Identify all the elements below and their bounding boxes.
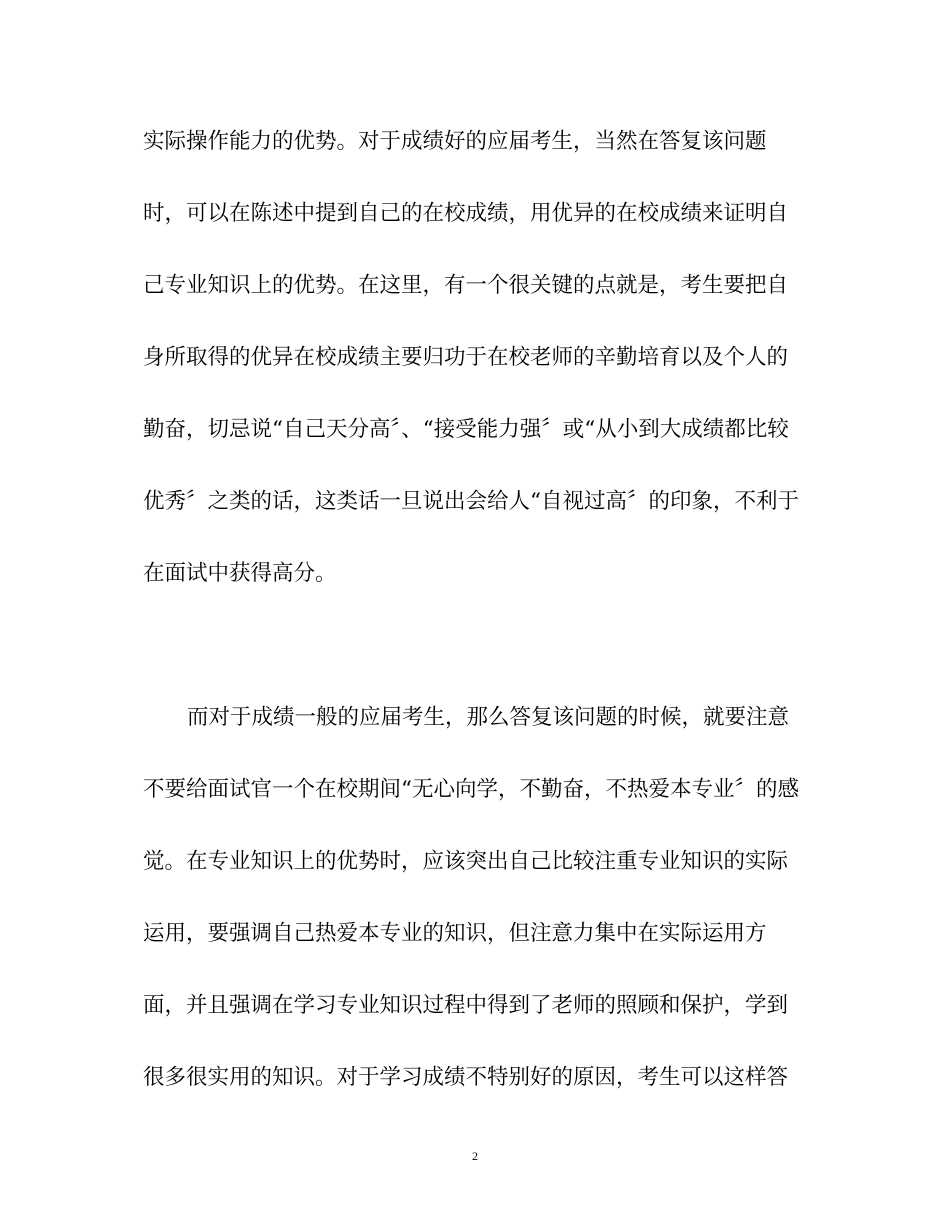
page-number: 2 [472,1149,478,1163]
paragraph-2-line-2: 不要给面试官一个在校期间“无心向学，不勤奋，不热爱本专业〞的感 [143,777,799,802]
paragraph-2-line-6: 很多很实用的知识。对于学习成绩不特别好的原因，考生可以这样答 [143,1065,789,1090]
paragraph-1-line-5: 勤奋，切忌说“自己天分高〞、“接受能力强〞或“从小到大成绩都比较 [143,417,789,442]
paragraph-1-line-3: 己专业知识上的优势。在这里，有一个很关键的点就是，考生要把自 [143,273,789,298]
paragraph-2-line-5: 面，并且强调在学习专业知识过程中得到了老师的照顾和保护，学到 [143,993,789,1018]
paragraph-1-line-7: 在面试中获得高分。 [143,561,337,586]
paragraph-1-line-2: 时，可以在陈述中提到自己的在校成绩，用优异的在校成绩来证明自 [143,201,789,226]
paragraph-1-line-4: 身所取得的优异在校成绩主要归功于在校老师的辛勤培育以及个人的 [143,345,789,370]
paragraph-1-line-6: 优秀〞之类的话，这类话一旦说出会给人“自视过高〞的印象，不利于 [143,489,799,514]
paragraph-2-line-4: 运用，要强调自己热爱本专业的知识，但注意力集中在实际运用方 [143,921,767,946]
paragraph-2-line-3: 觉。在专业知识上的优势时，应该突出自己比较注重专业知识的实际 [143,849,789,874]
paragraph-1-line-1: 实际操作能力的优势。对于成绩好的应届考生，当然在答复该问题 [143,129,767,154]
paragraph-2-line-1: 而对于成绩一般的应届考生，那么答复该问题的时候，就要注意 [187,705,790,730]
